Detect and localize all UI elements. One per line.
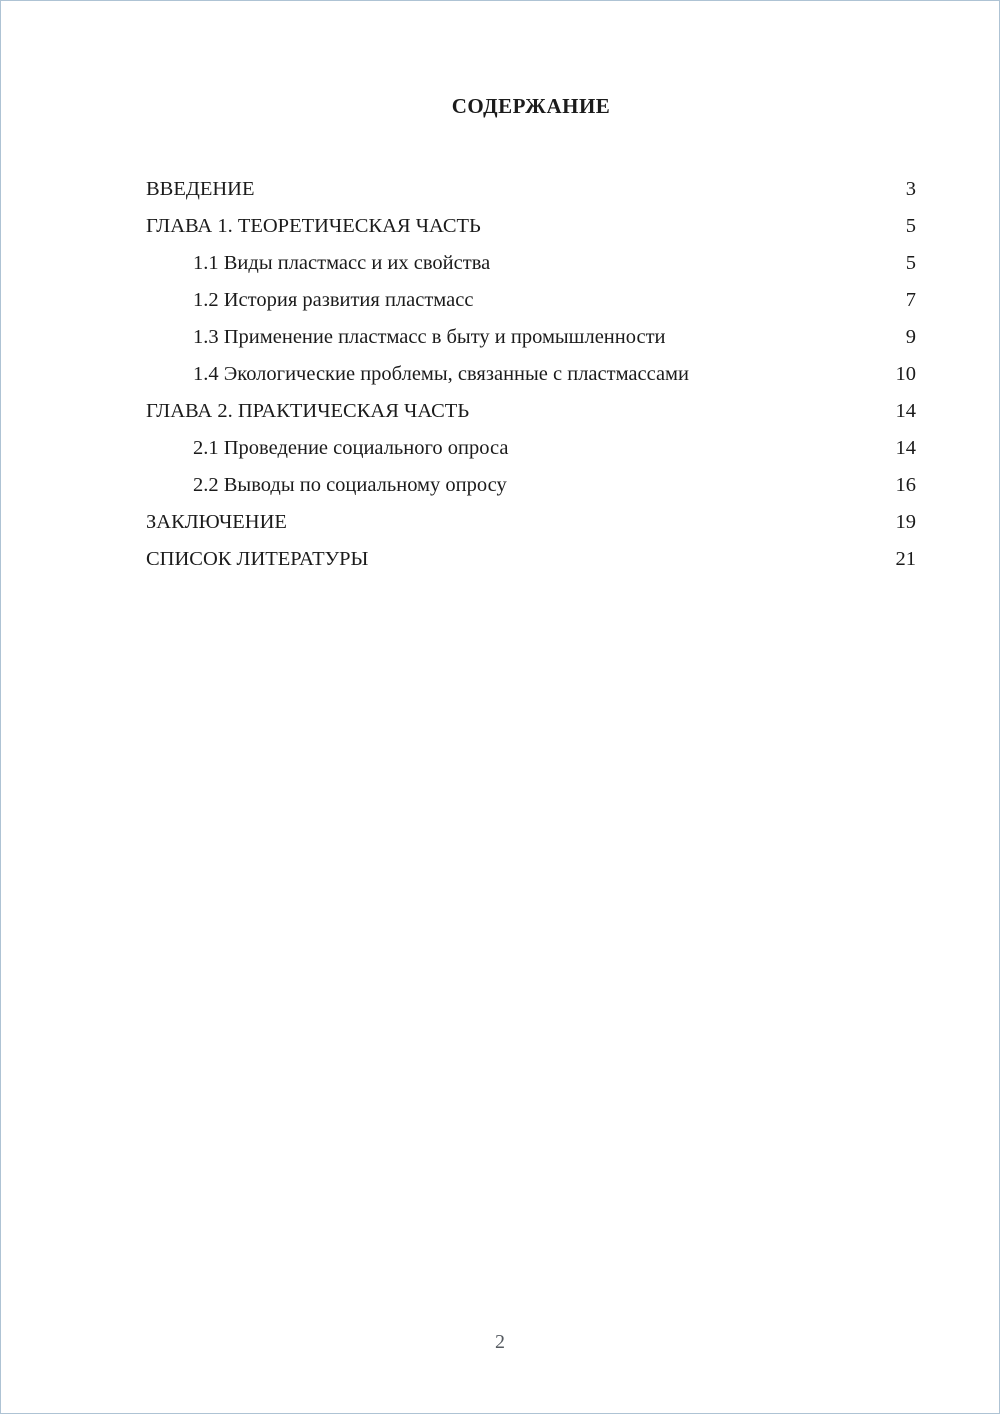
page-content (146, 94, 916, 578)
toc-entry-chapter-2 (146, 393, 916, 430)
toc-entry-section-2-1 (146, 430, 916, 467)
toc-entry-label: 1.1 Виды пластмасс и их свойства (193, 252, 491, 274)
toc-entry-label: СПИСОК ЛИТЕРАТУРЫ (146, 548, 369, 570)
toc-entry-page-number: 19 (895, 511, 916, 533)
toc-entry-label: ЗАКЛЮЧЕНИЕ (146, 511, 287, 533)
toc-entry-section-1-4 (146, 356, 916, 393)
toc-entry-label: 1.2 История развития пластмасс (193, 289, 474, 311)
toc-entry-page-number: 7 (905, 289, 916, 311)
toc-entry-label: ВВЕДЕНИЕ (146, 178, 255, 200)
toc-entry-introduction (146, 171, 916, 208)
toc-entry-label: 2.2 Выводы по социальному опросу (193, 474, 507, 496)
toc-entry-bibliography (146, 541, 916, 578)
toc-entry-page-number: 5 (905, 252, 916, 274)
toc-entry-label: 2.1 Проведение социального опроса (193, 437, 509, 459)
toc-entry-page-number: 14 (895, 437, 916, 459)
toc-entry-page-number: 3 (905, 178, 916, 200)
toc-entry-page-number: 14 (895, 400, 916, 422)
toc-entry-section-2-2 (146, 467, 916, 504)
toc-entry-section-1-3 (146, 319, 916, 356)
footer-page-number: 2 (495, 1331, 505, 1353)
toc-entry-page-number: 9 (905, 326, 916, 348)
table-of-contents (146, 171, 916, 578)
toc-entry-label: 1.4 Экологические проблемы, связанные с пластмассами (193, 363, 690, 385)
toc-entry-section-1-2 (146, 282, 916, 319)
toc-entry-conclusion (146, 504, 916, 541)
toc-entry-page-number: 10 (895, 363, 916, 385)
toc-entry-page-number: 21 (895, 548, 916, 570)
toc-entry-label: ГЛАВА 1. ТЕОРЕТИЧЕСКАЯ ЧАСТЬ (146, 215, 481, 237)
toc-entry-section-1-1 (146, 245, 916, 282)
toc-entry-label: ГЛАВА 2. ПРАКТИЧЕСКАЯ ЧАСТЬ (146, 400, 470, 422)
toc-entry-page-number: 16 (895, 474, 916, 496)
toc-entry-label: 1.3 Применение пластмасс в быту и промышленности (193, 326, 666, 348)
page-title: СОДЕРЖАНИЕ (451, 94, 611, 118)
toc-entry-chapter-1 (146, 208, 916, 245)
toc-entry-page-number: 5 (905, 215, 916, 237)
